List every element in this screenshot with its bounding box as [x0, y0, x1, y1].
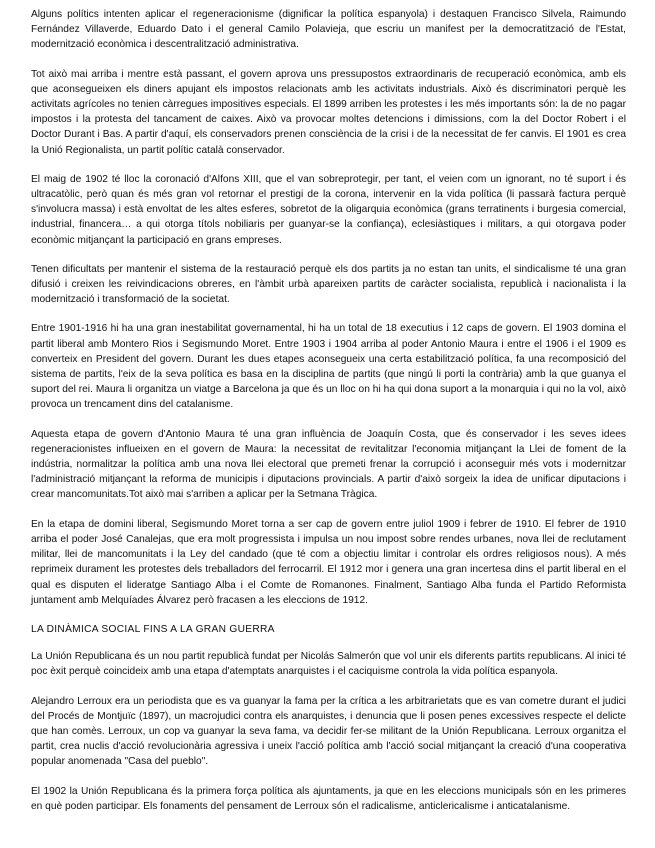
paragraph-domini-liberal: En la etapa de domini liberal, Segismundo Moret torna a ser cap de govern entre juliol 1909 i febrer de 1910. El febrer de 1910 arriba el poder José Canalejas, que era molt progressista i impulsa un nou impost sobre rendes urbanes, nova llei de reclutament militar, llei de mancomunitats i la Ley del candado (que té com a objectiu limitar i controlar els ordres religiosos nous). A més reprimeix durament les protestes dels treballadors del ferrocarril. El 1912 mor i genera una gran incertesa dins el partit liberal en el qual es disputen el lideratge Santiago Alba i el Comte de Romanones. Finalment, Santiago Alba funda el Partido Reformista juntament amb Melquíades Álvarez però fracasen a les eleccions de 1912.	[31, 518, 626, 606]
paragraph-restauracio: Tenen dificultats per mantenir el sistema de la restauració perquè els dos partits ja no estan tan units, el sindicalisme té una gran difusió i creixen les reivindicacions obreres, en l'àmbit urbà apareixen partits de caràcter socialista, republicà i nacionalista i la modernització i transformació de la societat.	[31, 263, 626, 306]
section-heading: LA DINÀMICA SOCIAL FINS A LA GRAN GUERRA	[31, 623, 275, 635]
paragraph-inestabilitat: Entre 1901-1916 hi ha una gran inestabilitat governamental, hi ha un total de 18 executius i 12 caps de govern. El 1903 domina el partit liberal amb Montero Rios i Segismundo Moret. Entre 1903 i 1904 arriba al poder Antonio Maura i entre el 1906 i el 1909 es converteix en President del govern. Durant les dues etapes aconsegueix una certa estabilització política, fa una recomposició del sistema de partits, l'eix de la seva política es basa en la disciplina de partits (que ningú li porti la contrària) amb la que guanya el suport del rei. Maura li organitza un viatge a Barcelona ja que és un lloc on hi ha qui dona suport a la monarquia i qui no la vol, això provoca un trencament dins del catalanisme.	[31, 323, 626, 411]
paragraph-maura-costa: Aquesta etapa de govern d'Antonio Maura té una gran influència de Joaquín Costa, que és conservador i les seves idees regeneracionistes influeixen en el govern de Maura: la necessitat de revitalitzar l'economia mitjançant la Llei de foment de la indústria, normalitzar la política amb una nova llei electoral que premeti frenar la corrupció i aconseguir més vots i modernitzar l'administració mitjançant la reforma de municipis i diputacions provincials. A partir d'això sorgeix la idea de unificar diputacions i crear mancomunitats.Tot això mai s'arriben a aplicar per la Setmana Tràgica.	[31, 428, 626, 501]
paragraph-pressupostos: Tot això mai arriba i mentre està passant, el govern aprova uns pressupostos extraordinaris de recuperació econòmica, amb els que aconsegueixen els diners apujant els impostos relacionats amb les activitats industrials. Això és discriminatori perquè les activitats agrícoles no tenien càrregues impositives especials. El 1899 arriben les protestes i les més importants són: la de no pagar impostos i la protesta del tancament de caixes. Això va provocar moltes detencions i dimissions, com la del Doctor Robert i el Doctor Durant i Bas. A partir d'aquí, els conservadors prenen consciència de la crisi i de la necessitat de fer canvis. El 1901 es crea la Unió Regionalista, un partit polític català conservador.	[31, 68, 626, 156]
paragraph-alfons-xiii: El maig de 1902 té lloc la coronació d'Alfons XIII, que el van sobreprotegir, per tant, el veien com un ignorant, no té suport i és ultracatòlic, però quan és més gran vol retornar el prestigi de la corona, intervenir en la vida política (li passarà factura perquè s'involucra massa) i està envoltat de les altes esferes, sobretot de la oligarquia econòmica (grans terratinents i burgesia comercial, industrial, financera… a qui otorga títols nobiliaris per guanyar-se la confiança), eclesiàstiques i militars, a qui otorgava poder econòmic mitjançant la participació en grans empreses.	[31, 173, 626, 246]
paragraph-union-republicana: La Unión Republicana és un nou partit republicà fundat per Nicolás Salmerón que vol unir els diferents partits republicans. Al inici té poc èxit perquè coincideix amb una etapa d'atemptats anarquistes i el caciquisme controla la vida política espanyola.	[31, 651, 626, 678]
paragraph-lerroux: Alejandro Lerroux era un periodista que es va guanyar la fama per la crítica a les arbitrarietats que es van cometre durant el judici del Procés de Montjuïc (1897), un macrojudici contra els anarquistes, i denuncia que li posen penes excessives respecte el delicte que han comès. Lerroux, un cop va guanyar la seva fama, va decidir fer-se militant de la Unión Republicana. Lerroux organitza el partit, crea nuclis d'acció revolucionària agressiva i uneix l'acció política amb l'acció social mitjançant la creació d'una cooperativa popular anomenada "Casa del pueblo".	[31, 695, 626, 768]
paragraph-1902: El 1902 la Unión Republicana és la primera força política als ajuntaments, ja que en les eleccions municipals són en les primeres en què poden participar. Els fonaments del pensament de Lerroux són el radicalisme, anticlericalisme i anticatalanisme.	[31, 785, 626, 812]
paragraph-regeneracionisme: Alguns polítics intenten aplicar el regeneracionisme (dignificar la política espanyola) i destaquen Francisco Silvela, Raimundo Fernández Villaverde, Eduardo Dato i el general Camilo Polavieja, que escriu un manifest per la democratització de l'Estat, modernització econòmica i descentralització administrativa.	[31, 9, 626, 51]
